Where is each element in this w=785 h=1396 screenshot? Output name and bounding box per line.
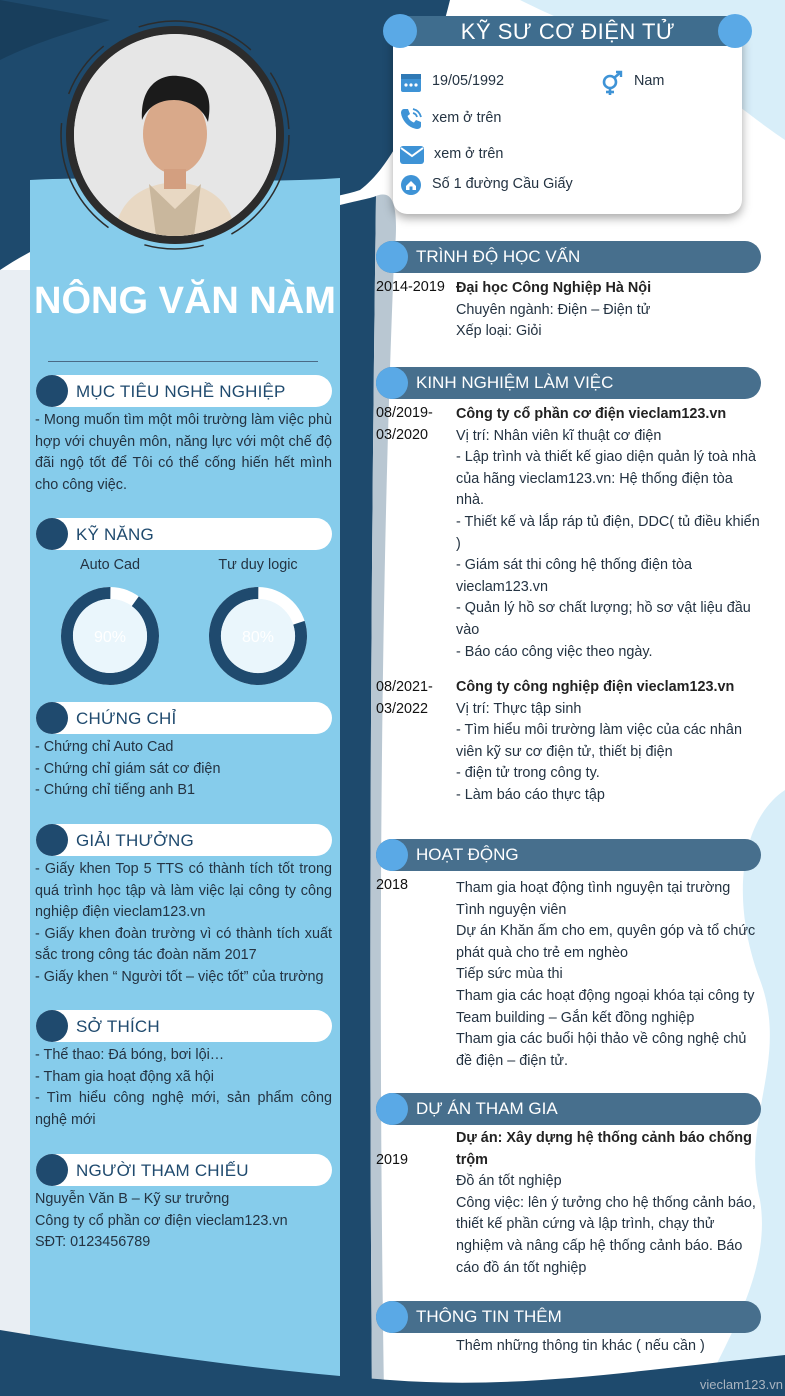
location-icon <box>400 174 422 196</box>
section-title: HOẠT ĐỘNG <box>416 845 519 864</box>
skill-name: Tư duy logic <box>218 557 298 573</box>
activity-line: Tiếp sức mùa thi <box>456 966 563 983</box>
job-line: - Giám sát thi công hệ thống điện tòa vieclam123.vn <box>456 557 692 595</box>
job-date-end: 03/2022 <box>376 700 429 717</box>
job-line: - Lập trình và thiết kế giao diện quản lý toà nhà của hãng vieclam123.vn: Hệ thống điện tòa nhà. <box>456 449 757 509</box>
job-body <box>456 404 761 663</box>
skill-name: Auto Cad <box>79 557 140 573</box>
job-line: Vị trí: Thực tập sinh <box>456 700 582 717</box>
list-item: - Giấy khen đoàn trường vì có thành tích xuất sắc trong công tác đoàn năm 2017 <box>35 925 332 964</box>
job-title: KỸ SƯ CƠ ĐIỆN TỬ <box>460 19 676 44</box>
list-item: - Thể thao: Đá bóng, bơi lội… <box>35 1047 225 1063</box>
job-line: - Quản lý hồ sơ chất lượng; hồ sơ vật liệu đầu vào <box>456 600 751 638</box>
reference-line: Nguyễn Văn B – Kỹ sư trưởng <box>35 1191 230 1207</box>
section-header-objective <box>36 375 332 407</box>
major: Chuyên ngành: Điện – Điện tử <box>456 301 651 318</box>
section-header-skills <box>36 518 332 550</box>
section-title: TRÌNH ĐỘ HỌC VẤN <box>416 247 581 266</box>
title-dot-left <box>383 14 417 48</box>
section-header-more-info <box>376 1301 761 1333</box>
activity-line: Dự án Khăn ấm cho em, quyên góp và tổ chức phát quà cho trẻ em nghèo <box>456 923 756 961</box>
company-name: Công ty công nghiệp điện vieclam123.vn <box>456 679 735 695</box>
calendar-icon <box>400 71 422 93</box>
section-title: MỤC TIÊU NGHỀ NGHIỆP <box>76 382 286 401</box>
section-dot <box>376 1301 408 1333</box>
education-body <box>456 278 761 343</box>
activity-line: Tình nguyện viên <box>456 901 567 918</box>
job-line: - Làm báo cáo thực tập <box>456 786 605 803</box>
activity-line: Tham gia hoạt động tình nguyện tại trường <box>456 880 731 896</box>
hobbies-list <box>35 1045 332 1131</box>
job-line: - Báo cáo công việc theo ngày. <box>456 643 653 660</box>
profile-photo-frame <box>58 18 292 252</box>
section-title: NGƯỜI THAM CHIẾU <box>76 1161 249 1180</box>
skill-ring-logic <box>207 585 309 687</box>
job-body <box>456 677 761 807</box>
project-body <box>456 1128 761 1279</box>
activities-body <box>456 878 761 1072</box>
job-line: Vị trí: Nhân viên kĩ thuật cơ điện <box>456 427 662 444</box>
section-title: DỰ ÁN THAM GIA <box>416 1099 558 1118</box>
section-dot <box>376 367 408 399</box>
section-header-experience <box>376 367 761 399</box>
references-list <box>35 1189 332 1254</box>
project-line: Đồ án tốt nghiệp <box>456 1173 562 1190</box>
section-title: KINH NGHIỆM LÀM VIỆC <box>416 373 614 392</box>
job-date <box>376 403 433 446</box>
awards-list <box>35 859 332 989</box>
list-item: - Chứng chỉ giám sát cơ điện <box>35 760 221 777</box>
list-item: - Chứng chỉ Auto Cad <box>35 739 174 755</box>
title-dot-right <box>718 14 752 48</box>
activity-line: Team building – Gắn kết đồng nghiệp <box>456 1009 695 1026</box>
list-item: - Tìm hiểu công nghệ mới, sản phẩm công nghệ mới <box>35 1090 332 1128</box>
mail-icon <box>399 145 425 165</box>
candidate-name: NÔNG VĂN NÀM <box>34 280 336 322</box>
dob-value: 19/05/1992 <box>432 73 505 89</box>
section-title: KỸ NĂNG <box>76 525 154 544</box>
phone-icon <box>399 107 423 131</box>
job-line: - điện tử trong công ty. <box>456 765 600 782</box>
section-header-activities <box>376 839 761 871</box>
objective-text: - Mong muốn tìm một môi trường làm việc phù hợp với chuyên môn, năng lực với một chế độ đãi ngộ tốt để Tôi có thể cống hiến hết mình cho công việc. <box>35 412 332 493</box>
list-item: - Giấy khen “ Người tốt – việc tốt” của trường <box>35 968 324 985</box>
section-dot <box>376 1093 408 1125</box>
skill-ring-autocad <box>59 585 161 687</box>
section-dot <box>376 839 408 871</box>
job-line: - Thiết kế và lắp ráp tủ điện, DDC( tủ điều khiển ) <box>456 513 760 552</box>
section-title: THÔNG TIN THÊM <box>416 1307 562 1326</box>
section-dot <box>376 241 408 273</box>
job-line: - Tìm hiểu môi trường làm việc của các nhân viên kỹ sư cơ điện tử, thiết bị điện <box>456 722 742 760</box>
name-divider <box>48 361 318 362</box>
section-dot <box>36 1154 68 1186</box>
section-header-awards <box>36 824 332 856</box>
list-item: - Giấy khen Top 5 TTS có thành tích tốt trong quá trình học tập và làm việc lại công ty công nghiệp điện vieclam123.vn <box>35 861 332 921</box>
section-title: GIẢI THƯỞNG <box>76 831 194 850</box>
education-date: 2014-2019 <box>376 279 445 295</box>
activities-date: 2018 <box>376 877 409 893</box>
activity-line: Tham gia các hoạt động ngoại khóa tại công ty <box>456 987 755 1004</box>
address-value: Số 1 đường Cầu Giấy <box>432 176 573 192</box>
section-header-certificates <box>36 702 332 734</box>
job-title-bar <box>400 16 736 46</box>
job-date-start: 08/2021- <box>376 679 433 695</box>
gender-icon <box>600 70 624 96</box>
company-name: Công ty cổ phần cơ điện vieclam123.vn <box>456 406 727 422</box>
reference-line: SĐT: 0123456789 <box>35 1234 151 1251</box>
gender-value: Nam <box>634 73 665 89</box>
school-name: Đại học Công Nghiệp Hà Nội <box>456 280 652 296</box>
project-line: Công việc: lên ý tưởng cho hệ thống cảnh báo, thiết kế phần cứng và lập trình, chạy thử nghiệm và nâng cấp hệ thống cảnh báo. Báo cáo đồ án tốt nghiệp <box>456 1194 756 1276</box>
project-date: 2019 <box>376 1152 409 1168</box>
person-silhouette-icon <box>74 34 276 236</box>
activity-line: Tham gia các buổi hội thảo về công nghệ chủ đề điện – điện tử. <box>456 1031 747 1069</box>
watermark: vieclam123.vn <box>699 1377 783 1392</box>
certificates-list <box>35 737 332 802</box>
section-title: SỞ THÍCH <box>76 1017 160 1036</box>
project-name: Dự án: Xây dựng hệ thống cảnh báo chống trộm <box>456 1130 752 1168</box>
email-value: xem ở trên <box>434 146 504 162</box>
section-dot <box>36 824 68 856</box>
phone-value: xem ở trên <box>432 110 502 126</box>
section-dot <box>36 375 68 407</box>
section-header-education <box>376 241 761 273</box>
section-header-hobbies <box>36 1010 332 1042</box>
section-header-references <box>36 1154 332 1186</box>
skill-logic <box>198 557 318 687</box>
skill-autocad <box>50 557 170 687</box>
job-date-end: 03/2020 <box>376 426 429 443</box>
job-date-start: 08/2019- <box>376 405 433 421</box>
reference-line: Công ty cổ phần cơ điện vieclam123.vn <box>35 1212 288 1229</box>
section-dot <box>36 702 68 734</box>
section-dot <box>36 518 68 550</box>
section-dot <box>36 1010 68 1042</box>
list-item: - Chứng chỉ tiếng anh B1 <box>35 782 196 799</box>
job-date <box>376 677 433 720</box>
more-info-text: Thêm những thông tin khác ( nếu cần ) <box>456 1338 705 1354</box>
skill-percent: 90% <box>93 629 127 646</box>
section-title: CHỨNG CHỈ <box>76 709 177 728</box>
skill-percent: 80% <box>241 629 275 646</box>
list-item: - Tham gia hoạt động xã hội <box>35 1068 214 1085</box>
grade: Xếp loại: Giỏi <box>456 323 542 340</box>
avatar <box>66 26 284 244</box>
section-header-projects <box>376 1093 761 1125</box>
